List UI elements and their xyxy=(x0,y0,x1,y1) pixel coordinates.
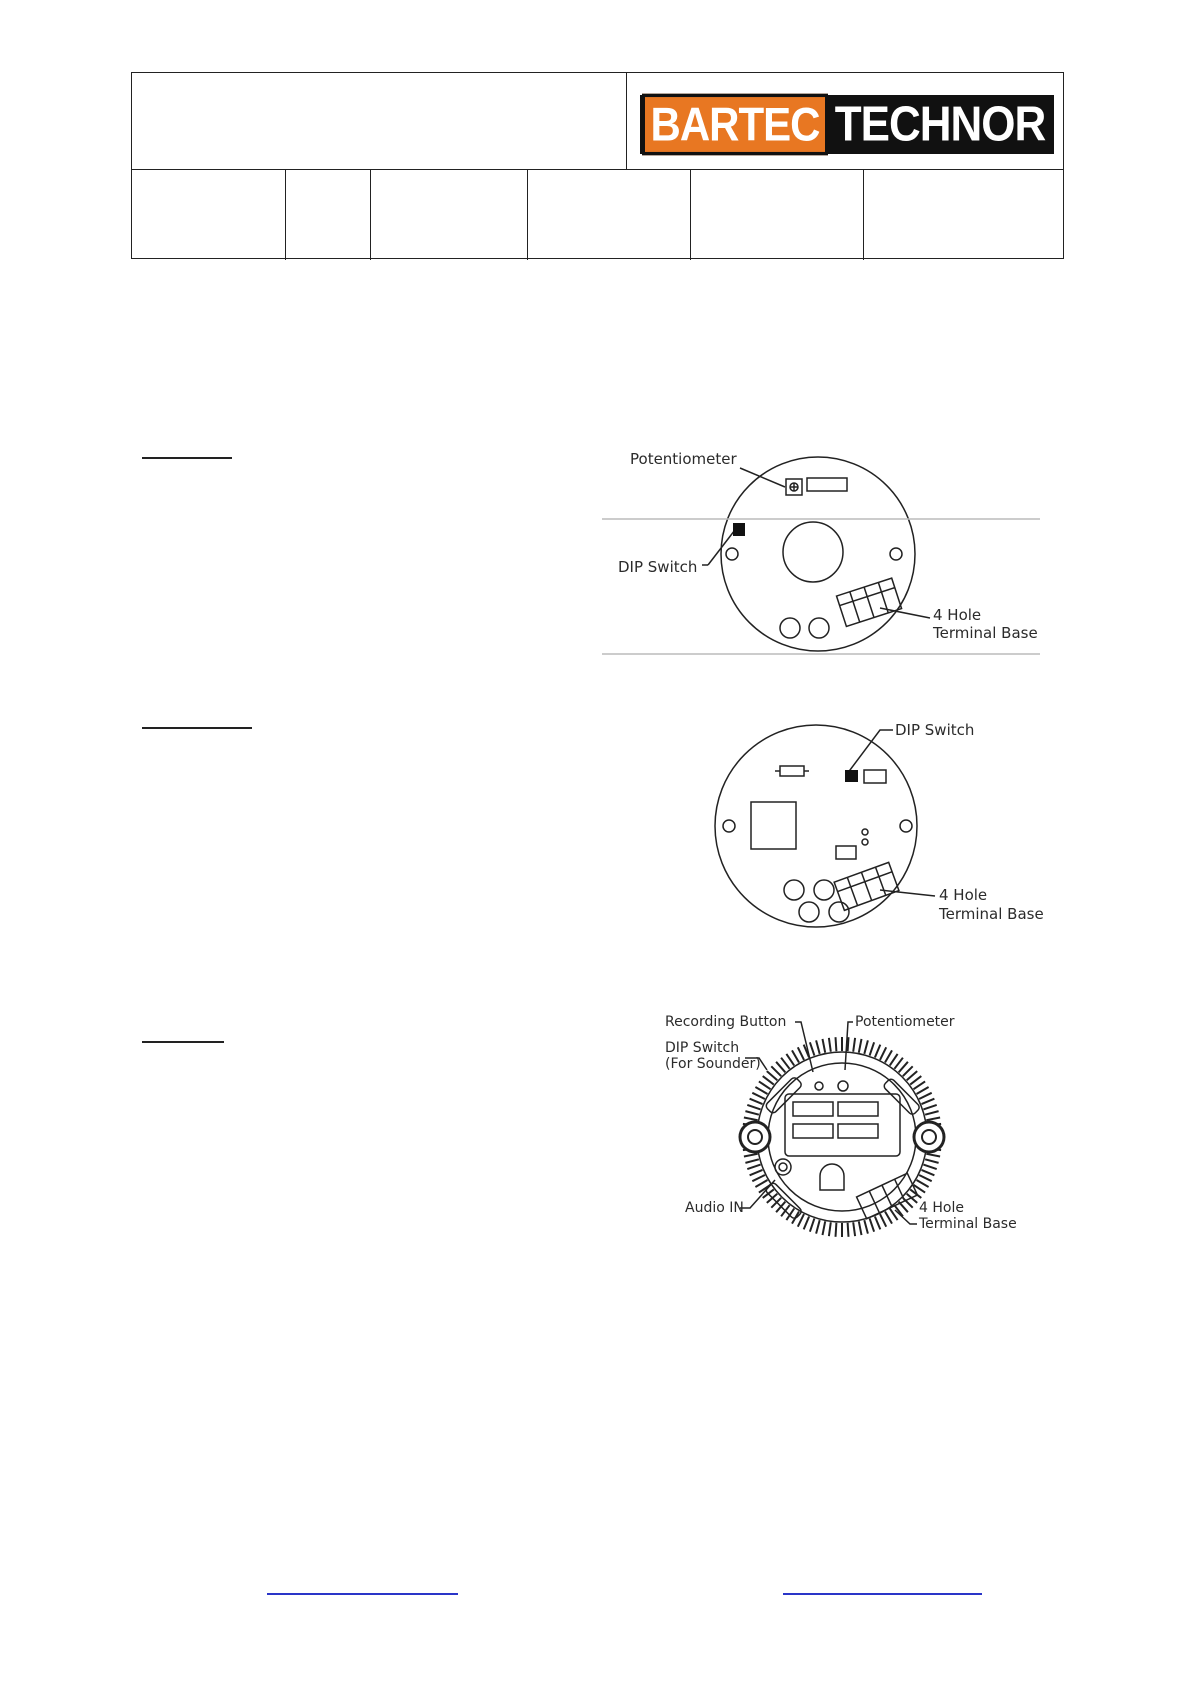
heatsink-fin xyxy=(910,1076,921,1085)
heatsink-fin xyxy=(907,1071,918,1080)
heatsink-fin xyxy=(875,1045,880,1058)
heatsink-fin xyxy=(750,1099,763,1104)
section-heading-underline xyxy=(142,457,232,459)
heatsink-fin xyxy=(804,1217,809,1230)
figure-2-dip-switch xyxy=(845,770,858,782)
heatsink-fin xyxy=(823,1221,826,1235)
heatsink-fin xyxy=(894,1058,903,1069)
heatsink-fin xyxy=(899,1062,908,1073)
heatsink-fin xyxy=(923,1165,936,1170)
heatsink-fin xyxy=(859,1039,862,1053)
heatsink-fin xyxy=(744,1154,758,1157)
heatsink-fin xyxy=(750,1170,763,1175)
heatsink-fin xyxy=(836,1037,837,1051)
heatsink-fin xyxy=(752,1175,765,1181)
figure-3-recording-button-label: Recording Button xyxy=(665,1014,787,1030)
figure-1-dip-switch-label: DIP Switch xyxy=(618,558,698,576)
header-divider xyxy=(863,169,864,260)
heatsink-fin xyxy=(745,1159,759,1163)
heatsink-fin xyxy=(917,1180,929,1187)
heatsink-fin xyxy=(752,1093,765,1099)
heatsink-fin xyxy=(926,1118,940,1121)
heatsink-fin xyxy=(919,1175,932,1181)
header-row-divider xyxy=(132,169,1063,170)
figure-2-diagram xyxy=(705,710,1065,940)
figure-1-terminal-label-1: 4 Hole xyxy=(933,606,982,624)
company-logo xyxy=(640,95,1054,154)
heatsink-fin xyxy=(816,1040,820,1054)
heatsink-fin xyxy=(848,1223,849,1237)
figure-3-terminal-label-1: 4 Hole xyxy=(919,1200,964,1216)
figure-1-potentiometer-label: Potentiometer xyxy=(630,450,737,468)
heatsink-fin xyxy=(864,1040,868,1054)
heatsink-fin xyxy=(747,1105,760,1110)
heatsink-fin xyxy=(870,1218,875,1231)
heatsink-fin xyxy=(781,1058,790,1069)
heatsink-fin xyxy=(747,1165,760,1170)
heatsink-fin xyxy=(864,1220,868,1234)
heatsink-fin xyxy=(816,1220,820,1234)
figure-2-dip-switch-label: DIP Switch xyxy=(895,721,975,739)
section-heading-underline xyxy=(142,727,252,729)
figure-3-terminal-label-2: Terminal Base xyxy=(919,1216,1017,1232)
header-divider xyxy=(527,169,528,260)
heatsink-fin xyxy=(755,1087,767,1094)
heatsink-fin xyxy=(763,1076,774,1085)
heatsink-fin xyxy=(925,1111,939,1115)
heatsink-fin xyxy=(914,1081,926,1089)
footer-link-right[interactable] xyxy=(783,1593,982,1595)
heatsink-fin xyxy=(922,1170,935,1175)
header-divider xyxy=(626,73,627,169)
header-divider xyxy=(370,169,371,260)
heatsink-fin xyxy=(810,1042,815,1055)
logo-word-bartec: BARTEC xyxy=(642,94,828,156)
heatsink-fin xyxy=(880,1047,886,1060)
heatsink-fin xyxy=(798,1047,804,1060)
figure-1-board-outline xyxy=(721,457,915,651)
figure-3-audio-in-label: Audio IN xyxy=(685,1200,744,1216)
heatsink-fin xyxy=(853,1222,855,1236)
header-divider xyxy=(285,169,286,260)
heatsink-fin xyxy=(767,1071,778,1080)
header-divider xyxy=(690,169,691,260)
figure-2-terminal-label-1: 4 Hole xyxy=(939,886,988,904)
heatsink-fin xyxy=(829,1222,831,1236)
heatsink-fin xyxy=(926,1154,940,1157)
heatsink-fin xyxy=(836,1223,837,1237)
logo-word-technor: TECHNOR xyxy=(834,96,1046,152)
heatsink-fin xyxy=(829,1038,831,1052)
figure-1-center-hole xyxy=(783,522,843,582)
heatsink-fin xyxy=(875,1217,880,1230)
heatsink-fin xyxy=(776,1062,785,1073)
figure-3-diagram xyxy=(655,1010,1055,1255)
heatsink-fin xyxy=(919,1093,932,1099)
heatsink-fin xyxy=(792,1050,799,1062)
heatsink-fin xyxy=(870,1042,875,1055)
figure-1-terminal-label-2: Terminal Base xyxy=(933,624,1038,642)
figure-3-housing-outline xyxy=(757,1052,927,1222)
heatsink-fin xyxy=(922,1099,935,1104)
heatsink-fin xyxy=(885,1212,892,1224)
heatsink-fin xyxy=(848,1037,849,1051)
heatsink-fin xyxy=(759,1081,771,1089)
heatsink-fin xyxy=(890,1054,898,1066)
heatsink-fin xyxy=(786,1054,794,1066)
heatsink-fin xyxy=(903,1066,913,1076)
heatsink-fin xyxy=(917,1087,929,1094)
heatsink-fin xyxy=(923,1105,936,1110)
figure-3-dip-switch-label-2: (For Sounder) xyxy=(665,1056,761,1072)
figure-1-dip-switch xyxy=(733,523,745,536)
heatsink-fin xyxy=(744,1118,758,1121)
heatsink-fin xyxy=(771,1066,781,1076)
figure-3-dip-switch-label-1: DIP Switch xyxy=(665,1040,740,1056)
heatsink-fin xyxy=(810,1218,815,1231)
heatsink-fin xyxy=(755,1180,767,1187)
heatsink-fin xyxy=(890,1209,898,1221)
figure-1-diagram xyxy=(600,440,1050,660)
heatsink-fin xyxy=(885,1050,892,1062)
heatsink-fin xyxy=(853,1038,855,1052)
heatsink-fin xyxy=(925,1159,939,1163)
figure-3-heatsink-fins xyxy=(742,1037,942,1237)
heatsink-fin xyxy=(745,1111,759,1115)
heatsink-fin xyxy=(823,1039,826,1053)
section-heading-underline xyxy=(142,1041,224,1043)
footer-link-left[interactable] xyxy=(267,1593,458,1595)
heatsink-fin xyxy=(880,1214,886,1227)
figure-2-terminal-label-2: Terminal Base xyxy=(939,905,1044,923)
heatsink-fin xyxy=(859,1221,862,1235)
figure-3-potentiometer-label: Potentiometer xyxy=(855,1014,955,1030)
